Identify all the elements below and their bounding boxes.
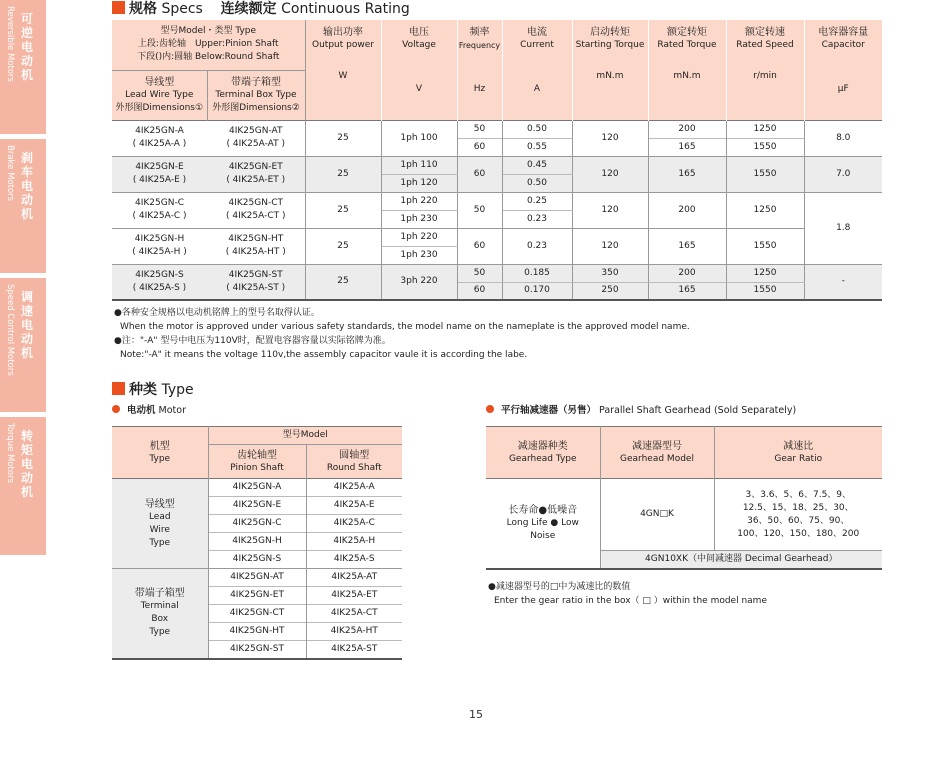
terminal-box-header: 带端子箱型 Terminal Box Type 外形图Dimensions② xyxy=(207,70,305,120)
side-tab-en: Speed Control Motors xyxy=(5,284,15,376)
starting-torque-header: 启动转矩 Starting Torque mN.m xyxy=(572,20,648,120)
round-shaft-header: 圆轴型 Round Shaft xyxy=(326,449,382,473)
bullet-dot-icon xyxy=(486,405,494,413)
table-row: 4IK25GN-HT 4IK25A-HT xyxy=(112,623,402,641)
table-row: 4IK25GN-ET 4IK25A-ET xyxy=(112,587,402,605)
table-row: 1ph 230 0.23 xyxy=(112,210,882,228)
gearhead-note: ●减速器型号的□中为减速比的数值 Enter the gear ratio in the box（ □ ）within the model name xyxy=(488,582,767,606)
gearhead-model-cell: 4GN□K xyxy=(600,479,714,551)
side-tab-cn: 刹车电动机 xyxy=(20,151,33,221)
side-tab-en: Torque Motors xyxy=(5,423,15,483)
frequency-header: 频率 Frequency Hz xyxy=(457,20,502,120)
table-row: 导线型 Lead Wire Type 4IK25GN-A 4IK25A-A xyxy=(112,479,402,497)
model-header: 型号Model xyxy=(208,427,402,445)
gearhead-type-cell: 长寿命●低噪音 Long Life ● Low Noise xyxy=(486,479,600,569)
output-power-header: 输出功率 Output power W xyxy=(305,20,381,120)
heading-marker-icon xyxy=(112,1,125,14)
table-row: 4IK25GN-S ( 4IK25A-S ) 4IK25GN-ST ( 4IK25A-ST ) 25 3ph 220 50 0.185 350 200 1250 - xyxy=(112,264,882,282)
lead-wire-header: 导线型 Lead Wire Type 外形图Dimensions① xyxy=(112,70,207,120)
specs-table xyxy=(112,20,882,301)
side-tab-reversible[interactable] xyxy=(0,0,46,134)
motor-subheading: 电动机 Motor xyxy=(112,402,186,416)
pinion-shaft-header: 齿轮轴型 Pinion Shaft xyxy=(208,445,306,479)
side-tab-cn: 转矩电动机 xyxy=(20,429,33,499)
gearhead-model-header: 减速器型号 Gearhead Model xyxy=(600,427,714,479)
motor-type-table xyxy=(112,426,402,660)
gearhead-type-header: 减速器种类 Gearhead Type xyxy=(486,427,600,479)
table-row xyxy=(486,479,882,551)
table-row: 4IK25GN-C ( 4IK25A-C ) 4IK25GN-CT ( 4IK25A-CT ) 25 1ph 220 50 0.25 120 200 1250 1.8 xyxy=(112,192,882,210)
table-row: 4IK25GN-S 4IK25A-S xyxy=(112,551,402,569)
side-tab-cn: 调速电动机 xyxy=(20,290,33,360)
specs-notes: ●各种安全规格以电动机铭牌上的型号名取得认证。 When the motor is approved under various safety standards, the model name on the nameplate is the approved model name. ●注："-A" 型号中电压为110V时，配置电容器容量以实际铭牌为准。 Note:"-A" it means the voltage 110v,the assembly capacitor vaule it is according the labe. xyxy=(114,308,690,360)
heading-marker-icon xyxy=(112,382,125,395)
gearhead-subheading: 平行轴减速器（另售） Parallel Shaft Gearhead (Sold Separately) xyxy=(486,402,796,416)
table-row: 带端子箱型 Terminal Box Type 4IK25GN-AT 4IK25A-AT xyxy=(112,569,402,587)
side-tab-torque[interactable] xyxy=(0,417,46,555)
rated-speed-header: 额定转速 Rated Speed r/min xyxy=(726,20,804,120)
table-row: 1ph 120 0.50 xyxy=(112,174,882,192)
page-number: 15 xyxy=(469,708,483,721)
side-tab-en: Brake Motors xyxy=(5,145,15,202)
rated-torque-header: 额定转矩 Rated Torque mN.m xyxy=(648,20,726,120)
type-heading: 种类 Type xyxy=(112,379,194,399)
table-row: 4IK25GN-H 4IK25A-H xyxy=(112,533,402,551)
table-row: 60 0.55 165 1550 xyxy=(112,138,882,156)
table-row: 1ph 230 xyxy=(112,246,882,264)
table-row: 4IK25GN-E ( 4IK25A-E ) 4IK25GN-ET ( 4IK25A-ET ) 25 1ph 110 60 0.45 120 165 1550 7.0 xyxy=(112,156,882,174)
table-row: 4IK25GN-H ( 4IK25A-H ) 4IK25GN-HT ( 4IK25A-HT ) 25 1ph 220 60 0.23 120 165 1550 xyxy=(112,228,882,246)
table-row: 4IK25GN-C 4IK25A-C xyxy=(112,515,402,533)
table-row: 4IK25GN-ST 4IK25A-ST xyxy=(112,641,402,659)
model-type-header: 型号Model・类型 Type 上段:齿轮轴 Upper:Pinion Shaft 下段()内:圆轴 Below:Round Shaft xyxy=(112,20,305,70)
gear-ratio-cell: 3、3.6、5、6、7.5、9、 12.5、15、18、25、30、 36、50、60、75、90、 100、120、150、180、200 xyxy=(737,489,860,539)
gearhead-table xyxy=(486,426,882,570)
side-tab-speed-control[interactable] xyxy=(0,278,46,412)
side-tab-en: Reversible Motors xyxy=(5,6,15,82)
table-row: 4IK25GN-CT 4IK25A-CT xyxy=(112,605,402,623)
voltage-header: 电压 Voltage V xyxy=(381,20,457,120)
decimal-gearhead-cell: 4GN10XK（中间减速器 Decimal Gearhead） xyxy=(645,553,838,564)
type-header: 机型 Type xyxy=(112,427,208,479)
table-row: 4IK25GN-A ( 4IK25A-A ) 4IK25GN-AT ( 4IK25A-AT ) 25 1ph 100 50 0.50 120 200 1250 8.0 xyxy=(112,120,882,138)
terminal-box-type-cell: 带端子箱型 Terminal Box Type xyxy=(112,569,208,659)
specs-heading: 规格 Specs 连续额定 Continuous Rating xyxy=(112,0,410,18)
bullet-dot-icon xyxy=(112,405,120,413)
current-header: 电流 Current A xyxy=(502,20,572,120)
lead-wire-type-cell: 导线型 Lead Wire Type xyxy=(112,479,208,569)
side-tab-brake[interactable] xyxy=(0,139,46,273)
table-row: 4IK25GN-E 4IK25A-E xyxy=(112,497,402,515)
gear-ratio-header: 减速比 Gear Ratio xyxy=(774,440,823,464)
table-row: 60 0.170 250 165 1550 xyxy=(112,282,882,300)
side-tab-cn: 可逆电动机 xyxy=(20,12,33,82)
capacitor-header: 电容器容量 Capacitor μF xyxy=(818,27,869,94)
